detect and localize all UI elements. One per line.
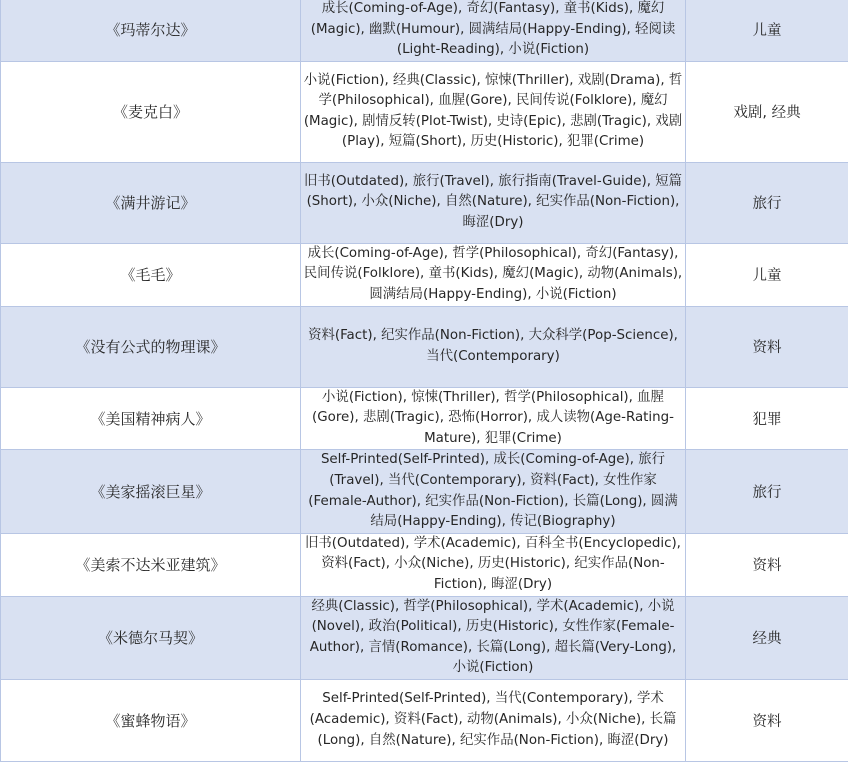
book-tags: 旧书(Outdated), 旅行(Travel), 旅行指南(Travel-Guide), 短篇(Short), 小众(Niche), 自然(Nature), 纪实作品(Non-Fiction), 晦涩(Dry) bbox=[303, 172, 683, 234]
book-title: 《满井游记》 bbox=[1, 162, 301, 243]
table-row bbox=[1, 679, 848, 761]
table-row bbox=[1, 596, 848, 679]
book-category: 资料 bbox=[686, 679, 848, 761]
book-title: 《没有公式的物理课》 bbox=[1, 306, 301, 387]
book-tags-cell bbox=[301, 679, 686, 761]
book-tags-cell bbox=[301, 243, 686, 306]
book-category: 经典 bbox=[686, 596, 848, 679]
book-tags: 小说(Fiction), 惊悚(Thriller), 哲学(Philosophical), 血腥(Gore), 悲剧(Tragic), 恐怖(Horror), 成人读物(Age-Rating-Mature), 犯罪(Crime) bbox=[303, 388, 683, 450]
table-row bbox=[1, 0, 848, 61]
book-tags: Self-Printed(Self-Printed), 当代(Contemporary), 学术(Academic), 资料(Fact), 动物(Animals), 小众(Niche), 长篇(Long), 自然(Nature), 纪实作品(Non-Fiction), 晦涩(Dry) bbox=[303, 689, 683, 751]
table-row bbox=[1, 450, 848, 533]
book-category: 资料 bbox=[686, 533, 848, 596]
book-title: 《美家摇滚巨星》 bbox=[1, 450, 301, 533]
book-tags-cell bbox=[301, 306, 686, 387]
book-title: 《玛蒂尔达》 bbox=[1, 0, 301, 61]
book-tags: Self-Printed(Self-Printed), 成长(Coming-of-Age), 旅行(Travel), 当代(Contemporary), 资料(Fact), 女性作家(Female-Author), 纪实作品(Non-Fiction), 长篇(Long), 圆满结局(Happy-Ending), 传记(Biography) bbox=[303, 450, 683, 532]
book-category: 戏剧, 经典 bbox=[686, 61, 848, 162]
book-title: 《麦克白》 bbox=[1, 61, 301, 162]
book-tags-cell bbox=[301, 0, 686, 61]
table-row bbox=[1, 306, 848, 387]
book-category: 儿童 bbox=[686, 243, 848, 306]
book-tags: 经典(Classic), 哲学(Philosophical), 学术(Academic), 小说(Novel), 政治(Political), 历史(Historic), 女性作家(Female-Author), 言情(Romance), 长篇(Long), 超长篇(Very-Long), 小说(Fiction) bbox=[303, 597, 683, 679]
table-row bbox=[1, 533, 848, 596]
book-tags-cell bbox=[301, 450, 686, 533]
book-category: 旅行 bbox=[686, 450, 848, 533]
book-title: 《米德尔马契》 bbox=[1, 596, 301, 679]
book-title: 《毛毛》 bbox=[1, 243, 301, 306]
book-tags: 成长(Coming-of-Age), 奇幻(Fantasy), 童书(Kids), 魔幻(Magic), 幽默(Humour), 圆满结局(Happy-Ending), 轻阅读(Light-Reading), 小说(Fiction) bbox=[303, 0, 683, 61]
book-tags-cell bbox=[301, 162, 686, 243]
book-title: 《美索不达米亚建筑》 bbox=[1, 533, 301, 596]
table-row bbox=[1, 387, 848, 450]
book-tags-cell bbox=[301, 533, 686, 596]
table-row bbox=[1, 61, 848, 162]
table-row bbox=[1, 243, 848, 306]
book-category: 旅行 bbox=[686, 162, 848, 243]
book-title: 《美国精神病人》 bbox=[1, 387, 301, 450]
book-tags: 小说(Fiction), 经典(Classic), 惊悚(Thriller), 戏剧(Drama), 哲学(Philosophical), 血腥(Gore), 民间传说(Folklore), 魔幻(Magic), 剧情反转(Plot-Twist), 史诗(Epic), 悲剧(Tragic), 戏剧(Play), 短篇(Short), 历史(Historic), 犯罪(Crime) bbox=[303, 71, 683, 153]
book-title: 《蜜蜂物语》 bbox=[1, 679, 301, 761]
book-tags: 资料(Fact), 纪实作品(Non-Fiction), 大众科学(Pop-Science), 当代(Contemporary) bbox=[303, 326, 683, 367]
book-tags: 成长(Coming-of-Age), 哲学(Philosophical), 奇幻(Fantasy), 民间传说(Folklore), 童书(Kids), 魔幻(Magic), 动物(Animals), 圆满结局(Happy-Ending), 小说(Fiction) bbox=[303, 244, 683, 306]
book-category: 犯罪 bbox=[686, 387, 848, 450]
table-row bbox=[1, 162, 848, 243]
book-tags-cell bbox=[301, 387, 686, 450]
book-tags-cell bbox=[301, 596, 686, 679]
book-tags: 旧书(Outdated), 学术(Academic), 百科全书(Encyclopedic), 资料(Fact), 小众(Niche), 历史(Historic), 纪实作品(Non-Fiction), 晦涩(Dry) bbox=[303, 534, 683, 596]
book-category: 资料 bbox=[686, 306, 848, 387]
book-tags-cell bbox=[301, 61, 686, 162]
book-category: 儿童 bbox=[686, 0, 848, 61]
